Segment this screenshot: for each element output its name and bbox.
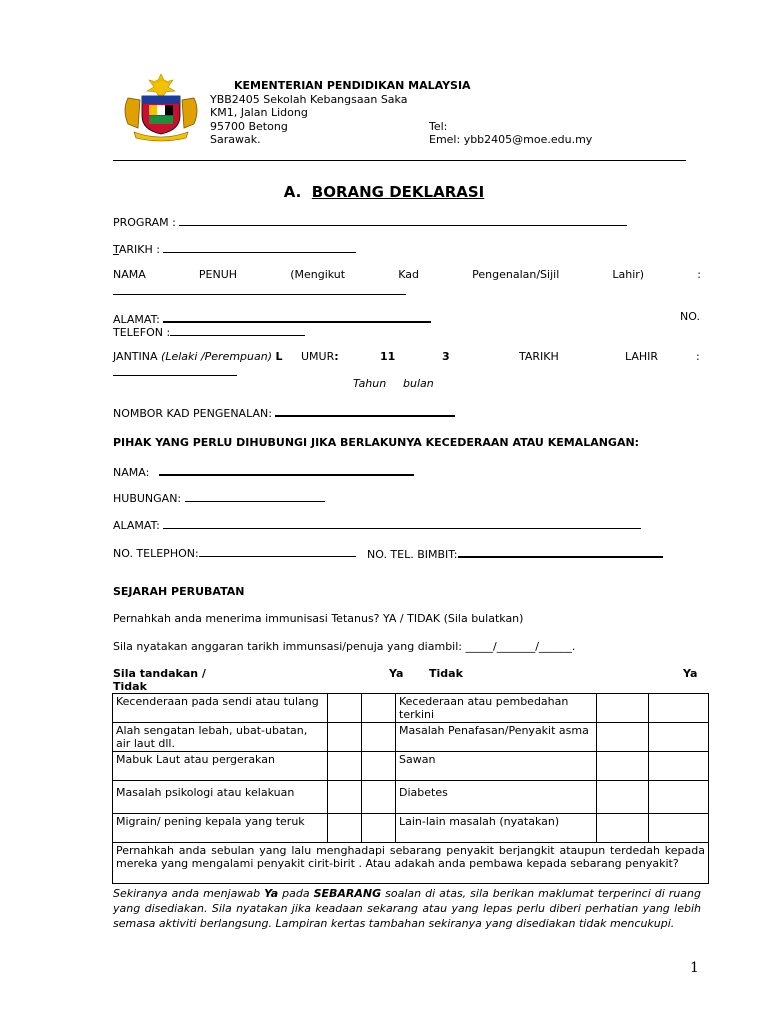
bimbit-line[interactable]: [458, 545, 663, 558]
checkbox-cell[interactable]: [362, 814, 396, 843]
checkbox-cell[interactable]: [362, 723, 396, 752]
tahun-caption: Tahun: [353, 377, 387, 390]
nama-word: (Mengikut: [290, 268, 346, 281]
umur-tahun-value: 11: [380, 350, 396, 363]
ministry-name: KEMENTERIAN PENDIDIKAN MALAYSIA: [234, 79, 471, 92]
note-text: Sekiranya anda menjawab: [113, 887, 265, 900]
checkbox-cell[interactable]: [362, 781, 396, 814]
medical-heading: SEJARAH PERUBATAN: [113, 585, 245, 598]
emergency-alamat-row: [113, 517, 641, 532]
jantina-value: L: [275, 350, 283, 363]
telephon-label: NO. TELEPHON:: [113, 547, 199, 560]
letterhead-divider: [113, 160, 686, 161]
bimbit-row: [367, 545, 663, 561]
hubungan-row: [113, 490, 325, 505]
emergency-nama-line[interactable]: [159, 463, 414, 476]
condition-left: Alah sengatan lebah, ubat-ubatan, air laut dll.: [113, 723, 328, 752]
program-line[interactable]: [179, 214, 627, 226]
section-letter: A.: [283, 183, 302, 201]
checkbox-cell[interactable]: [649, 752, 709, 781]
page-title: [0, 183, 768, 201]
no-label: NO.: [680, 310, 700, 323]
alamat-line[interactable]: [163, 310, 431, 323]
condition-left: Mabuk Laut atau pergerakan: [113, 752, 328, 781]
telephon-row: [113, 545, 356, 560]
nama-penuh-row: [113, 268, 701, 281]
checkbox-cell[interactable]: [328, 694, 362, 723]
tarikh-lahir-line[interactable]: [113, 364, 237, 376]
jantina-label: JANTINA: [113, 350, 158, 363]
checkbox-cell[interactable]: [362, 752, 396, 781]
instruction-note: [113, 886, 701, 931]
telefon-row: [113, 324, 305, 339]
hubungan-line[interactable]: [185, 490, 325, 502]
umur-bulan-value: 3: [442, 350, 450, 363]
col-instruction: Sila tandakan /: [113, 667, 206, 680]
bulan-caption: bulan: [403, 377, 434, 390]
emergency-nama-row: [113, 463, 414, 479]
nama-word: :: [697, 268, 701, 281]
checkbox-cell[interactable]: [597, 694, 649, 723]
checkbox-cell[interactable]: [597, 814, 649, 843]
bimbit-label: NO. TEL. BIMBIT:: [367, 548, 458, 561]
checkbox-cell[interactable]: [328, 723, 362, 752]
tarikh-label: ARIKH :: [118, 243, 160, 256]
hubungan-label: HUBUNGAN:: [113, 492, 182, 505]
jantina-row: [113, 350, 283, 363]
address-line-1: KM1, Jalan Lidong: [210, 106, 308, 119]
tarikh-label-first: T: [113, 243, 119, 256]
col-tidak: Tidak: [429, 667, 463, 680]
checkbox-cell[interactable]: [597, 752, 649, 781]
tetanus-question: Pernahkah anda menerima immunisasi Tetanus? YA / TIDAK (Sila bulatkan): [113, 612, 524, 625]
program-row: [113, 214, 627, 229]
note-text: pada: [278, 887, 314, 900]
emergency-nama-label: NAMA:: [113, 466, 150, 479]
condition-right: Diabetes: [396, 781, 597, 814]
ic-line[interactable]: [275, 404, 455, 417]
ic-label: NOMBOR KAD PENGENALAN:: [113, 407, 272, 420]
nama-word: PENUH: [198, 268, 238, 281]
infectious-disease-declaration: Pernahkah anda sebulan yang lalu menghadapi sebarang penyakit berjangkit ataupun terdedah kepada mereka yang mengalami penyakit cirit-birit . Atau adakah anda pembawa kepada sebarang penyakit?: [113, 843, 709, 884]
checkbox-cell[interactable]: [649, 814, 709, 843]
tarikh-line[interactable]: [163, 241, 356, 253]
table-row: [113, 814, 709, 843]
condition-left: Migrain/ pening kepala yang teruk: [113, 814, 328, 843]
malaysia-coat-of-arms-icon: [118, 72, 204, 142]
umur-label: UMUR: [301, 350, 335, 363]
alamat-label: ALAMAT:: [113, 313, 160, 326]
nama-word: Kad: [398, 268, 419, 281]
address-line-3: Sarawak.: [210, 133, 261, 146]
page-number: 1: [690, 960, 699, 976]
emergency-alamat-line[interactable]: [163, 517, 641, 529]
nama-word: Pengenalan/Sijil: [472, 268, 560, 281]
checkbox-cell[interactable]: [597, 723, 649, 752]
checkbox-cell[interactable]: [649, 781, 709, 814]
umur-group: [301, 350, 339, 363]
note-text: soalan di atas, sila berikan maklumat terperinci di ruang yang disediakan. Sila nyatakan jika keadaan sekarang atau yang lepas perlu diberi perhatian yang lebih semasa aktiviti berlangsung. Lampiran kertas tambahan sekiranya yang disediakan tidak mencukupi.: [113, 887, 701, 930]
medical-checklist-table: [112, 693, 709, 884]
nama-word: NAMA: [113, 268, 146, 281]
emergency-heading: PIHAK YANG PERLU DIHUBUNGI JIKA BERLAKUNYA KECEDERAAN ATAU KEMALANGAN:: [113, 436, 640, 449]
condition-right: Sawan: [396, 752, 597, 781]
condition-left: Masalah psikologi atau kelakuan: [113, 781, 328, 814]
table-row: [113, 694, 709, 723]
lahir-label: LAHIR: [625, 350, 659, 363]
col-instruction-2: Tidak: [113, 680, 147, 693]
tel-label: Tel:: [429, 120, 448, 133]
condition-right: Masalah Penafasan/Penyakit asma: [396, 723, 597, 752]
checkbox-cell[interactable]: [328, 781, 362, 814]
telefon-line[interactable]: [170, 324, 305, 336]
tarikh-lahir-colon: :: [696, 350, 700, 363]
program-label: PROGRAM :: [113, 216, 176, 229]
note-sebarang: SEBARANG: [313, 887, 382, 900]
checkbox-cell[interactable]: [362, 694, 396, 723]
col-ya-2: Ya: [683, 667, 698, 680]
nama-word: Lahir): [612, 268, 645, 281]
tarikh-lahir-label: TARIKH: [519, 350, 559, 363]
emergency-alamat-label: ALAMAT:: [113, 519, 160, 532]
table-row: [113, 752, 709, 781]
umur-colon: :: [334, 350, 339, 363]
table-row: [113, 781, 709, 814]
school-name: YBB2405 Sekolah Kebangsaan Saka: [210, 93, 408, 106]
checkbox-cell[interactable]: [649, 694, 709, 723]
address-line-2: 95700 Betong: [210, 120, 288, 133]
email-label: Emel: ybb2405@moe.edu.my: [429, 133, 593, 146]
telefon-label: TELEFON :: [113, 326, 171, 339]
table-row: [113, 843, 709, 884]
ic-row: [113, 404, 455, 420]
checkbox-cell[interactable]: [328, 814, 362, 843]
tarikh-row: [113, 241, 356, 256]
checkbox-cell[interactable]: [328, 752, 362, 781]
checkbox-cell[interactable]: [649, 723, 709, 752]
nama-penuh-line[interactable]: [113, 283, 406, 295]
table-row: [113, 723, 709, 752]
immunisation-date-question: Sila nyatakan anggaran tarikh immunsasi/penuja yang diambil: _____/_______/______.: [113, 640, 576, 653]
condition-right: Kecederaan atau pembedahan terkini: [396, 694, 597, 723]
col-ya-1: Ya: [389, 667, 404, 680]
note-ya: Ya: [264, 887, 279, 900]
checkbox-cell[interactable]: [597, 781, 649, 814]
condition-left: Kecenderaan pada sendi atau tulang: [113, 694, 328, 723]
condition-right: Lain-lain masalah (nyatakan): [396, 814, 597, 843]
jantina-options: (Lelaki /Perempuan): [161, 350, 273, 363]
telephon-line[interactable]: [199, 545, 356, 557]
form-title: BORANG DEKLARASI: [311, 183, 485, 201]
